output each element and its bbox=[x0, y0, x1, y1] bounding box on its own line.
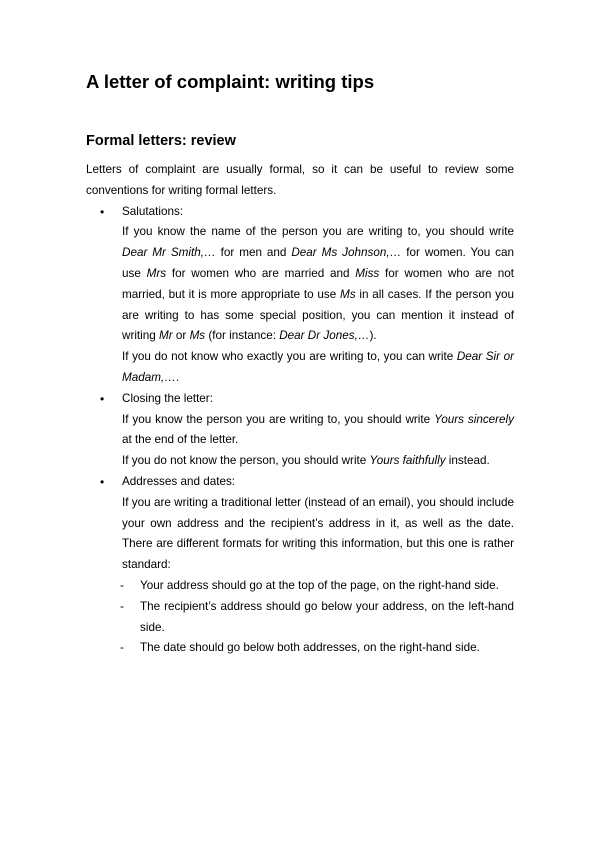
dash-icon: - bbox=[120, 599, 124, 613]
document-body bbox=[86, 160, 514, 659]
bullet-paragraph: If you do not know the person, you should write Yours faithfully instead. bbox=[122, 454, 490, 468]
dash-item: - Your address should go at the top of the page, on the right-hand side. bbox=[86, 576, 514, 597]
bullet-paragraph: If you know the person you are writing to, you should write Yours sincerely at the end of the letter. bbox=[122, 412, 514, 447]
bullet-addresses bbox=[86, 472, 514, 659]
bullet-paragraph: If you do not know who exactly you are writing to, you can write Dear Sir or Madam,…. bbox=[122, 350, 514, 384]
page-title: A letter of complaint: writing tips bbox=[86, 71, 375, 92]
dash-item: - The date should go below both addresses, on the right-hand side. bbox=[86, 638, 514, 659]
bullet-icon: • bbox=[100, 204, 105, 219]
bullet-label: • Closing the letter: bbox=[86, 389, 514, 410]
intro-paragraph: Letters of complaint are usually formal, so it can be useful to review some conventions for writing formal letters. bbox=[86, 163, 514, 197]
bullet-label: • Salutations: bbox=[86, 202, 514, 223]
bullet-icon: • bbox=[100, 391, 105, 406]
bullet-closing bbox=[86, 389, 514, 472]
dash-item: - The recipient’s address should go below your address, on the left-hand side. bbox=[86, 597, 514, 639]
dash-icon: - bbox=[120, 641, 124, 655]
section-heading: Formal letters: review bbox=[86, 133, 236, 149]
bullet-icon: • bbox=[100, 474, 105, 489]
dash-icon: - bbox=[120, 578, 124, 592]
bullet-paragraph: If you are writing a traditional letter (instead of an email), you should include your own address and the recipient’s address in it, as well as the date. There are different formats for writing this information, but this one is rather standard: bbox=[122, 495, 514, 572]
bullet-paragraph: If you know the name of the person you are writing to, you should write Dear Mr Smith,… for men and Dear Ms Johnson,… for women. You can use Mrs for women who are married and Miss for women who are not married, but it is more appropriate to use Ms in all cases. If the person you are writing to has some special position, you can mention it instead of writing Mr or Ms (for instance: Dear Dr Jones,…). bbox=[122, 225, 515, 343]
bullet-salutations bbox=[86, 202, 514, 389]
bullet-label: • Addresses and dates: bbox=[86, 472, 514, 493]
